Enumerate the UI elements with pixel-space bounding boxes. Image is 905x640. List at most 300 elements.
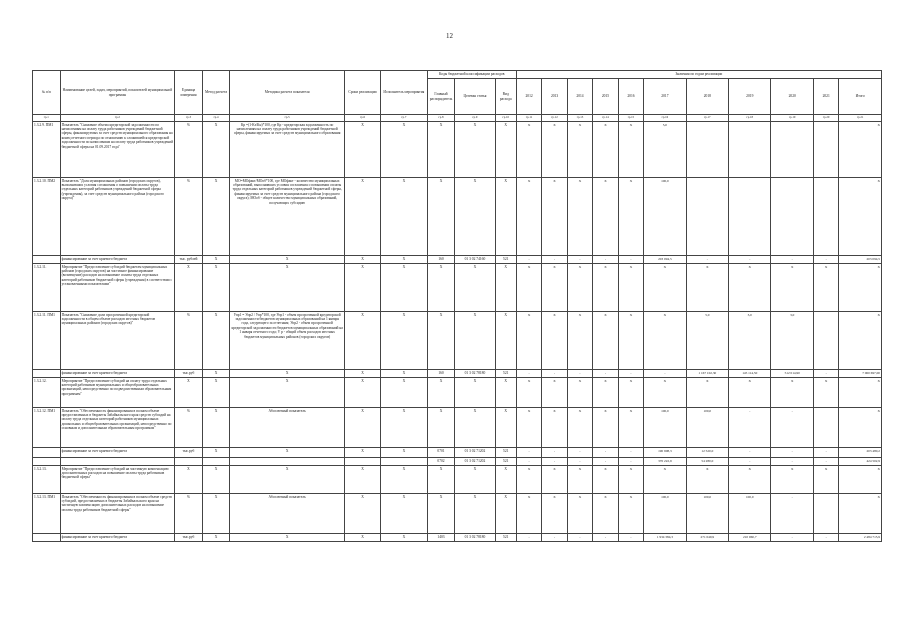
row-year-value: Х <box>729 378 771 408</box>
row-method <box>202 458 230 466</box>
row-year-value: 54 280,0 <box>686 458 728 466</box>
row-year-value: Х <box>771 378 813 408</box>
row-year-value <box>813 178 838 256</box>
row-period: Х <box>344 448 380 458</box>
row-executor: Х <box>381 178 428 256</box>
row-total: Х <box>839 494 882 534</box>
row-csr: 01 3 02 78180 <box>455 534 495 542</box>
row-year-value: - <box>516 370 541 378</box>
row-period: Х <box>344 378 380 408</box>
row-year-value: 100,0 <box>644 178 686 256</box>
header-year: 2021 <box>813 79 838 115</box>
row-year-value: - <box>771 408 813 448</box>
row-period: Х <box>344 534 380 542</box>
row-num <box>33 256 61 264</box>
row-num: 1.3.2.9. ПМ1 <box>33 122 61 178</box>
row-executor: Х <box>381 494 428 534</box>
row-num: 1.3.2.13. ПМ1 <box>33 494 61 534</box>
row-unit: тыс. рублей <box>175 256 203 264</box>
row-year-value: Х <box>771 264 813 312</box>
row-method: Х <box>202 448 230 458</box>
row-year-value <box>729 122 771 178</box>
row-formula: Х <box>230 534 345 542</box>
row-year-value: 145 114,50 <box>729 370 771 378</box>
row-year-value <box>813 494 838 534</box>
row-year-value: - <box>593 448 618 458</box>
row-executor: Х <box>381 466 428 494</box>
header-year: 2017 <box>644 79 686 115</box>
row-grbs: Х <box>427 312 455 370</box>
row-unit: % <box>175 122 203 178</box>
row-num <box>33 448 61 458</box>
row-method: Х <box>202 370 230 378</box>
row-num <box>33 458 61 466</box>
row-name: финансирование за счет краевого бюджета <box>60 370 175 378</box>
table-row <box>33 378 882 408</box>
header-total: Итого <box>839 79 882 115</box>
row-executor <box>381 458 428 466</box>
row-year-value: Х <box>618 178 643 256</box>
row-year-value: Х <box>567 494 592 534</box>
row-year-value <box>813 408 838 448</box>
row-vr: 521 <box>495 534 516 542</box>
row-period: Х <box>344 312 380 370</box>
row-year-value: Х <box>542 466 567 494</box>
row-executor: Х <box>381 534 428 542</box>
row-year-value: Х <box>567 312 592 370</box>
row-year-value: Х <box>593 494 618 534</box>
row-grbs: 0702 <box>427 458 455 466</box>
row-year-value: 210 060,7 <box>729 534 771 542</box>
row-year-value: 271 049,9 <box>686 534 728 542</box>
row-year-value: - <box>813 448 838 458</box>
row-year-value: - <box>516 256 541 264</box>
row-year-value: 100,0 <box>686 408 728 448</box>
row-year-value: - <box>729 448 771 458</box>
row-method: Х <box>202 494 230 534</box>
row-year-value: - <box>618 534 643 542</box>
row-csr: Х <box>455 122 495 178</box>
table-body <box>33 122 882 542</box>
row-period: Х <box>344 370 380 378</box>
row-grbs: 160 <box>427 370 455 378</box>
row-year-value: Х <box>618 264 643 312</box>
row-year-value: Х <box>644 264 686 312</box>
row-name: финансирование за счет краевого бюджета <box>60 448 175 458</box>
row-year-value: 100,0 <box>644 494 686 534</box>
row-grbs: Х <box>427 378 455 408</box>
row-unit: тыс.руб <box>175 448 203 458</box>
column-index-cell: гр.19 <box>771 115 813 122</box>
row-year-value: - <box>567 448 592 458</box>
row-year-value: Х <box>771 466 813 494</box>
row-year-value: Х <box>567 466 592 494</box>
row-formula: Х <box>230 466 345 494</box>
header-kbk-csr: Целевая статья <box>455 79 495 115</box>
row-method: Х <box>202 256 230 264</box>
row-formula: МО=МОфакт/МОоб*100, где МОфакт - количество муниципальных образований, выполнивших условия соглашения о повышении оплаты труда отдельных категорий работников учреждений бюджетной сферы, финансируемых за счет средств муниципального района (городского округа); МОоб - общее количество муниципальных образований, получающих субсидию <box>230 178 345 256</box>
row-year-value: Х <box>618 378 643 408</box>
row-total: 2 484 715,9 <box>839 534 882 542</box>
row-unit: % <box>175 494 203 534</box>
row-executor: Х <box>381 370 428 378</box>
row-period: Х <box>344 264 380 312</box>
row-total: 203 480,2 <box>839 448 882 458</box>
header-year: 2014 <box>567 79 592 115</box>
program-table <box>32 70 882 542</box>
row-grbs: Х <box>427 264 455 312</box>
row-year-value: Х <box>567 378 592 408</box>
row-year-value: Х <box>542 122 567 178</box>
row-year-value: Х <box>686 378 728 408</box>
column-index-cell: гр.12 <box>542 115 567 122</box>
row-formula: Х <box>230 264 345 312</box>
header-kbk-grbs: Главный распорядитель <box>427 79 455 115</box>
row-method: Х <box>202 264 230 312</box>
row-vr: Х <box>495 178 516 256</box>
row-year-value: Х <box>542 408 567 448</box>
table-row <box>33 534 882 542</box>
row-csr: Х <box>455 378 495 408</box>
row-csr: Х <box>455 494 495 534</box>
row-executor: Х <box>381 256 428 264</box>
column-index-cell: гр.9 <box>455 115 495 122</box>
row-year-value <box>686 122 728 178</box>
row-csr: Х <box>455 264 495 312</box>
row-executor: Х <box>381 378 428 408</box>
row-vr: Х <box>495 264 516 312</box>
row-formula: Х <box>230 256 345 264</box>
column-index-cell: гр.21 <box>839 115 882 122</box>
row-total: Х <box>839 178 882 256</box>
row-total: 7 060 697,00 <box>839 370 882 378</box>
row-unit: тыс.руб <box>175 370 203 378</box>
row-year-value: - <box>729 256 771 264</box>
row-year-value: - <box>567 370 592 378</box>
row-year-value: Х <box>644 466 686 494</box>
row-year-value: - <box>567 534 592 542</box>
row-year-value: Х <box>618 466 643 494</box>
header-num: № п/п <box>33 71 61 115</box>
row-year-value: Х <box>516 264 541 312</box>
row-year-value: - <box>542 458 567 466</box>
row-year-value: Х <box>618 408 643 448</box>
row-year-value: 100,0 <box>729 494 771 534</box>
row-total: 203 094,5 <box>839 256 882 264</box>
header-years-group: Значения по годам реализации <box>516 71 881 79</box>
row-year-value: Х <box>516 122 541 178</box>
row-year-value: Х <box>644 312 686 370</box>
row-year-value: - <box>813 458 838 466</box>
row-year-value: Х <box>567 264 592 312</box>
header-method: Метод расчета <box>202 71 230 115</box>
row-method: Х <box>202 466 230 494</box>
row-vr: 521 <box>495 458 516 466</box>
row-period: Х <box>344 122 380 178</box>
row-year-value: - <box>516 448 541 458</box>
row-year-value: - <box>593 256 618 264</box>
row-grbs: Х <box>427 122 455 178</box>
row-vr: 521 <box>495 370 516 378</box>
row-method: Х <box>202 178 230 256</box>
row-formula: Х <box>230 448 345 458</box>
row-num <box>33 370 61 378</box>
header-kbk-vr: Вид расхода <box>495 79 516 115</box>
row-name: Мероприятие "Предоставление субсидий бюджетам муниципальных районов (городских округов) на частичное финансирование (возмещение) расходов на повышение оплаты труда отдельных категорий работников бюджетной сферы (учреждения) в соответствии с установленными показателями" <box>60 264 175 312</box>
row-year-value: Х <box>618 312 643 370</box>
row-year-value: - <box>618 448 643 458</box>
row-year-value: Х <box>618 122 643 178</box>
row-total: Х <box>839 312 882 370</box>
row-grbs: 1403 <box>427 534 455 542</box>
row-vr: 521 <box>495 256 516 264</box>
row-method: Х <box>202 312 230 370</box>
row-period <box>344 458 380 466</box>
row-year-value <box>686 178 728 256</box>
row-year-value: 203 094,5 <box>644 256 686 264</box>
column-index-cell: гр.8 <box>427 115 455 122</box>
row-year-value: Х <box>813 378 838 408</box>
row-formula: Упр1 = Упр2 / Упр*100, где Упр1 - объем просроченной кредиторской задолженности бюджетов муниципальных образований на 1 января года, следующего за отчетным; Упр2 - объем просроченной кредиторской задолженности бюджетов муниципальных образований на 1 января отчетного года; V р - общий объем расходов местных бюджетов муниципальных районов (городских округов) <box>230 312 345 370</box>
column-index-cell: гр.20 <box>813 115 838 122</box>
header-kbk-group: Коды бюджетной классификации расходов <box>427 71 516 79</box>
row-unit <box>175 458 203 466</box>
header-year: 2012 <box>516 79 541 115</box>
row-vr: 521 <box>495 448 516 458</box>
column-index-cell: гр.5 <box>230 115 345 122</box>
row-year-value: 370 222,9 <box>644 458 686 466</box>
row-year-value: Х <box>516 378 541 408</box>
row-year-value: 1 167 102,30 <box>686 370 728 378</box>
row-num: 1.3.2.13. <box>33 466 61 494</box>
row-year-value: 100,0 <box>644 408 686 448</box>
header-year: 2015 <box>593 79 618 115</box>
row-total: Х <box>839 466 882 494</box>
row-executor: Х <box>381 408 428 448</box>
row-method: Х <box>202 408 230 448</box>
row-method: Х <box>202 378 230 408</box>
row-year-value: Х <box>729 264 771 312</box>
row-period: Х <box>344 178 380 256</box>
row-executor: Х <box>381 264 428 312</box>
column-index-cell: гр.13 <box>567 115 592 122</box>
table-row <box>33 264 882 312</box>
column-index-cell: гр.4 <box>202 115 230 122</box>
row-year-value: - <box>542 256 567 264</box>
row-year-value: Х <box>542 378 567 408</box>
row-executor: Х <box>381 122 428 178</box>
row-period: Х <box>344 494 380 534</box>
row-csr: Х <box>455 178 495 256</box>
row-executor: Х <box>381 312 428 370</box>
row-year-value: 3,0 <box>729 312 771 370</box>
column-index-cell: гр.18 <box>729 115 771 122</box>
row-year-value: Х <box>567 122 592 178</box>
row-name <box>60 458 175 466</box>
row-unit: % <box>175 178 203 256</box>
column-index-cell: гр.14 <box>593 115 618 122</box>
row-num: 1.3.2.11. ПМ1 <box>33 312 61 370</box>
row-method: Х <box>202 122 230 178</box>
row-total: Х <box>839 408 882 448</box>
table-row <box>33 458 882 466</box>
row-year-value: - <box>542 448 567 458</box>
row-year-value: - <box>771 256 813 264</box>
row-year-value: - <box>567 458 592 466</box>
column-index-cell: гр.15 <box>618 115 643 122</box>
row-year-value: Х <box>593 178 618 256</box>
row-year-value: - <box>516 534 541 542</box>
row-unit: тыс.руб <box>175 534 203 542</box>
row-year-value: - <box>516 458 541 466</box>
row-csr: 01 3 02 71202 <box>455 458 495 466</box>
row-formula: Абсолютный показатель <box>230 494 345 534</box>
row-unit: Х <box>175 466 203 494</box>
row-year-value: 1 934 384,3 <box>644 534 686 542</box>
header-name: Наименование целей, задач, мероприятий, показателей муниципальной программы <box>60 71 175 115</box>
column-index-cell: гр.3 <box>175 115 203 122</box>
row-year-value: - <box>618 370 643 378</box>
row-year-value: Х <box>542 178 567 256</box>
row-total: Х <box>839 122 882 178</box>
row-year-value: Х <box>644 378 686 408</box>
column-index-cell: гр.11 <box>516 115 541 122</box>
row-formula: Кр =(1-Кз/Кн)*100, где Кр - кредиторская задолженность по начислениям на оплату труда работников учреждений бюджетной сферы, финансируемых за счет средств муниципального образования <box>230 122 345 178</box>
row-year-value: 5,0 <box>644 122 686 178</box>
row-year-value: Х <box>593 466 618 494</box>
row-year-value: Х <box>542 312 567 370</box>
row-num: 1.3.2.12. ПМ1 <box>33 408 61 448</box>
row-year-value: - <box>771 534 813 542</box>
row-period: Х <box>344 466 380 494</box>
row-name: Показатель "Снижение доли просроченной кредиторской задолженности в общем объеме расходов местных бюджетов муниципальных районов (городских округов)" <box>60 312 175 370</box>
table-row <box>33 256 882 264</box>
row-vr: Х <box>495 312 516 370</box>
row-year-value: - <box>813 370 838 378</box>
row-year-value: - <box>644 370 686 378</box>
page-number: 12 <box>446 32 453 40</box>
row-name: Мероприятие "Предоставление субсидий на оплату труда отдельных категорий работников муниципальных и общеобразовательных организаций, непосредственно по подведомственным образовательным программам" <box>60 378 175 408</box>
row-grbs: Х <box>427 494 455 534</box>
row-year-value: - <box>729 408 771 448</box>
header-period: Сроки реализации <box>344 71 380 115</box>
row-year-value <box>771 178 813 256</box>
row-year-value: Х <box>813 264 838 312</box>
column-index-cell: гр.7 <box>381 115 428 122</box>
row-formula: Х <box>230 378 345 408</box>
column-index-cell: гр.1 <box>33 115 61 122</box>
row-formula <box>230 458 345 466</box>
row-unit: % <box>175 312 203 370</box>
row-name: финансирование за счет краевого бюджета <box>60 534 175 542</box>
row-year-value: - <box>593 370 618 378</box>
row-year-value: - <box>771 448 813 458</box>
row-vr: Х <box>495 466 516 494</box>
row-year-value <box>813 312 838 370</box>
row-name: Показатель "Обеспеченность финансирования в полном объеме средств субсидий, предоставляемых в бюджеты Забайкальского края на частичную компенсацию дополнительных расходов на повышение оплаты труда работников бюджетной сферы" <box>60 494 175 534</box>
row-executor: Х <box>381 448 428 458</box>
row-year-value <box>813 122 838 178</box>
row-year-value: - <box>542 370 567 378</box>
table-header <box>33 71 882 122</box>
row-unit: % <box>175 408 203 448</box>
row-year-value: - <box>567 256 592 264</box>
row-year-value: - <box>593 534 618 542</box>
row-year-value: 190 908,3 <box>644 448 686 458</box>
row-year-value: Х <box>516 466 541 494</box>
row-year-value: Х <box>593 264 618 312</box>
row-year-value: Х <box>593 378 618 408</box>
row-year-value: Х <box>567 408 592 448</box>
row-year-value: - <box>686 256 728 264</box>
row-csr: Х <box>455 312 495 370</box>
row-num: 1.3.2.11. <box>33 264 61 312</box>
row-year-value: Х <box>567 178 592 256</box>
row-grbs: Х <box>427 408 455 448</box>
row-year-value: Х <box>729 466 771 494</box>
row-year-value <box>729 178 771 256</box>
table-row <box>33 178 882 256</box>
row-method: Х <box>202 534 230 542</box>
row-csr: 01 3 02 74160 <box>455 256 495 264</box>
header-executor: Исполнитель мероприятия <box>381 71 428 115</box>
row-vr: Х <box>495 378 516 408</box>
row-total: Х <box>839 378 882 408</box>
table-row <box>33 466 882 494</box>
row-year-value: Х <box>516 178 541 256</box>
row-name: Показатель "Снижение объема кредиторской задолженности по начислениям на оплату труда работников учреждений бюджетной сферы, финансируемых за счет средств муниципального образования на конец отчетного периода по отношению к сложившейся кредиторской задолженности по начислениям на оплату труда работников учреждений бюджетной сферы на 01.09.2017 года" <box>60 122 175 178</box>
row-year-value: Х <box>593 408 618 448</box>
row-year-value: Х <box>686 264 728 312</box>
row-total: 424 502,9 <box>839 458 882 466</box>
row-num: 1.3.2.12. <box>33 378 61 408</box>
row-period: Х <box>344 256 380 264</box>
table-row <box>33 370 882 378</box>
row-grbs: Х <box>427 178 455 256</box>
column-index-cell: гр.16 <box>644 115 686 122</box>
row-year-value: Х <box>593 312 618 370</box>
row-grbs: Х <box>427 466 455 494</box>
row-grbs: 160 <box>427 256 455 264</box>
header-year: 2013 <box>542 79 567 115</box>
table-row <box>33 312 882 370</box>
row-year-value: - <box>771 458 813 466</box>
row-year-value: 3,0 <box>771 312 813 370</box>
header-year: 2019 <box>729 79 771 115</box>
row-year-value: 5,0 <box>686 312 728 370</box>
row-csr: 01 3 02 71202 <box>455 448 495 458</box>
column-index-cell: гр.2 <box>60 115 175 122</box>
row-csr: Х <box>455 408 495 448</box>
row-year-value: Х <box>542 494 567 534</box>
row-formula: Абсолютный показатель <box>230 408 345 448</box>
row-num <box>33 534 61 542</box>
row-year-value: Х <box>618 494 643 534</box>
row-year-value: Х <box>516 408 541 448</box>
header-formula: Методика расчета показателя <box>230 71 345 115</box>
table-row <box>33 448 882 458</box>
row-unit: Х <box>175 264 203 312</box>
row-year-value: - <box>542 534 567 542</box>
row-year-value: - <box>771 494 813 534</box>
row-year-value: - <box>813 256 838 264</box>
row-year-value: - <box>618 458 643 466</box>
row-unit: Х <box>175 378 203 408</box>
row-year-value: Х <box>516 312 541 370</box>
row-vr: Х <box>495 494 516 534</box>
header-year: 2016 <box>618 79 643 115</box>
row-name: Показатель "Обеспеченность финансирования в полном объеме предоставленных в бюджеты Забайкальского края средств субсидий на оплату труда отдельных категорий работников муниципальных дошкольных и общеобразовательных организаций, непосредственно по основным и дополнительным образовательным программам" <box>60 408 175 448</box>
